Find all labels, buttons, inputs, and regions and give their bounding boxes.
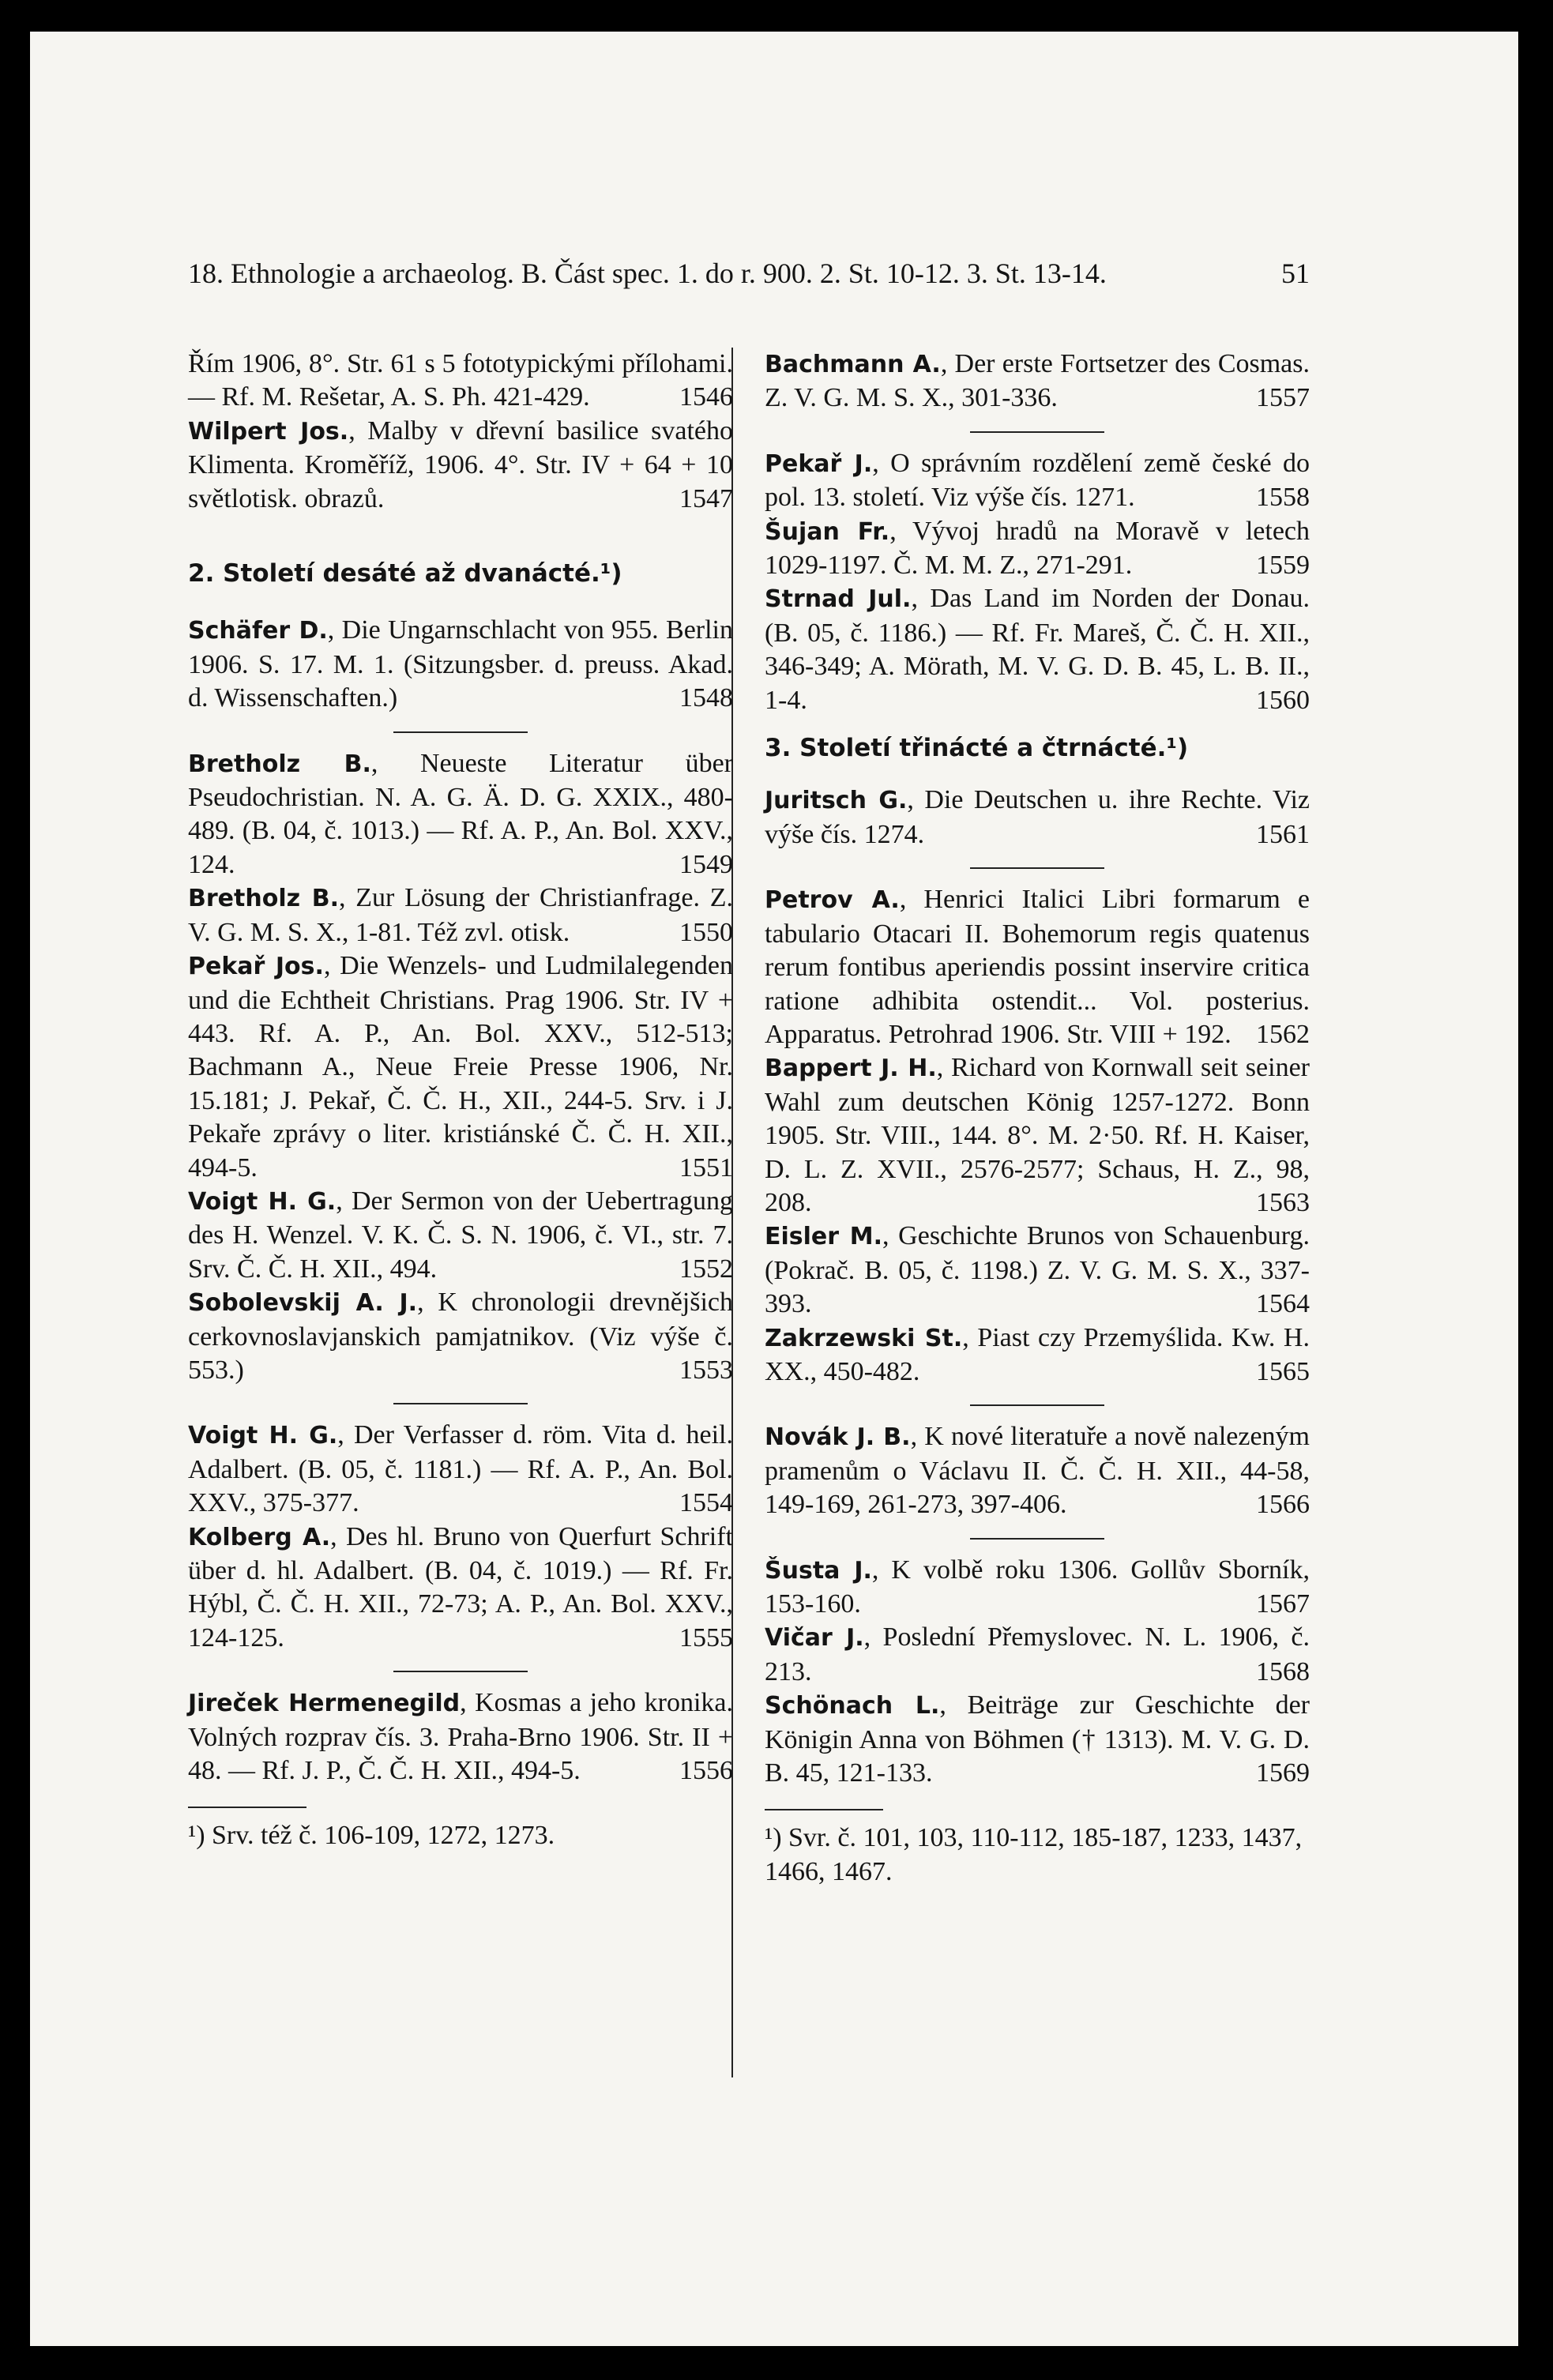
entry-1564 [765,1220,1310,1321]
entry-1549 [188,747,733,882]
entry-number: 1562 [1256,1019,1310,1049]
entry-text: , Zur Lösung der Christianfrage. Z. V. G. M. S. X., 1-81. Též zvl. otisk. [188,883,733,947]
entry-1566 [765,1420,1310,1521]
entry-text: , Piast czy Przemyślida. Kw. H. XX., 450-482. [765,1322,1310,1386]
entry-number: 1557 [1256,383,1310,413]
entry-author: Eisler M. [765,1223,882,1251]
entry-text: , K volbě roku 1306. Gollův Sborník, 153-160. [765,1555,1310,1619]
footnote: ¹) Svr. č. 101, 103, 110-112, 185-187, 1233, 1437, 1466, 1467. [765,1823,1303,1886]
entry-text: , Henrici Italici Libri formarum e tabulario Otacari II. Bohemorum regis quatenus rerum fontibus aperiendis possint inservire critica ratione adhibita ostendit... Vol. posterius. Apparatus. Petrohrad 1906. Str. VIII + 192. [765,885,1310,1049]
entry-text: , Malby v dřevní basilice svatého Klimenta. Kroměříž, 1906. 4°. Str. IV + 64 + 10 světlotisk. obrazů. [188,415,733,513]
section-heading-2: 2. Století desáté až dvanácté.¹) [188,559,622,588]
separator-rule [393,731,528,733]
separator-rule [970,431,1104,433]
entry-author: Jireček Hermenegild [188,1690,461,1718]
entry-text: , Die Ungarnschlacht von 955. Berlin 1906. S. 17. M. 1. (Sitzungsber. d. preuss. Akad. d. Wissenschaften.) [188,615,734,713]
entry-text: , Der Verfasser d. röm. Vita d. heil. Adalbert. (B. 05, č. 1181.) — Rf. A. P., An. Bol. XXV., 375-377. [188,1420,733,1518]
entry-text: Řím 1906, 8°. Str. 61 s 5 fototypickými přílohami. — Rf. M. Rešetar, A. S. Ph. 421-429. [188,349,733,412]
entry-1551 [188,949,733,1185]
entry-1568 [765,1621,1310,1689]
entry-1557 [765,348,1310,415]
footnote-rule [765,1809,883,1810]
book-page [30,32,1518,2346]
entry-text: , K nové literatuře a nově nalezeným pramenům o Václavu II. Č. Č. H. XII., 44-58, 149-169, 261-273, 397-406. [765,1422,1310,1520]
entry-author: Pekař Jos. [188,953,324,981]
entry-number: 1560 [1256,685,1310,715]
entry-text: , Poslední Přemyslovec. N. L. 1906, č. 213. [765,1622,1310,1686]
entry-1546 [188,348,733,415]
entry-number: 1559 [1256,551,1310,581]
entry-text: , Die Deutschen u. ihre Rechte. Viz výše čís. 1274. [765,785,1310,849]
separator-rule [970,1404,1104,1406]
entry-1548 [188,614,733,715]
entry-number: 1561 [1256,819,1310,849]
section-heading-3: 3. Století třinácté a čtrnácté.¹) [765,734,1189,763]
entry-1553 [188,1286,733,1387]
entry-number: 1558 [1256,483,1310,513]
entry-author: Voigt H. G. [188,1422,338,1450]
entry-author: Wilpert Jos. [188,417,349,446]
entry-number: 1548 [679,683,733,713]
entry-author: Schäfer D. [188,617,328,645]
entry-author: Bretholz B. [188,750,371,778]
entry-author: Strnad Jul. [765,585,912,614]
entry-1562 [765,883,1310,1051]
entry-number: 1546 [679,382,733,412]
left-column [188,348,733,1853]
entry-text: , Beiträge zur Geschichte der Königin Anna von Böhmen († 1313). M. V. G. D. B. 45, 121-133. [765,1690,1310,1788]
entry-1555 [188,1521,733,1656]
entry-author: Pekař J. [765,449,873,478]
entry-1547 [188,415,733,516]
entry-number: 1564 [1256,1289,1310,1319]
entry-author: Šusta J. [765,1556,872,1585]
entry-number: 1555 [679,1622,733,1652]
entry-1552 [188,1185,733,1286]
footnote: ¹) Srv. též č. 106-109, 1272, 1273. [188,1821,555,1851]
running-header [188,257,1310,290]
entry-number: 1569 [1256,1758,1310,1788]
entry-1556 [188,1686,733,1788]
entry-number: 1556 [679,1756,733,1786]
entry-text: , Des hl. Bruno von Querfurt Schrift über d. hl. Adalbert. (B. 04, č. 1019.) — Rf. Fr. Hýbl, Č. Č. H. XII., 72-73; A. P., An. Bol. XXV., 124-125. [188,1521,734,1652]
entry-author: Schönach L. [765,1692,940,1720]
entry-number: 1566 [1256,1490,1310,1520]
entry-text: , Vývoj hradů na Moravě v letech 1029-1197. Č. M. M. Z., 271-291. [765,516,1310,581]
entry-author: Petrov A. [765,886,900,915]
entry-number: 1549 [679,849,733,879]
entry-text: , Geschichte Brunos von Schauenburg. (Pokrač. B. 05, č. 1198.) Z. V. G. M. S. X., 337-393. [765,1221,1310,1319]
separator-rule [970,867,1104,869]
entry-text: , Der erste Fortsetzer des Cosmas. Z. V. G. M. S. X., 301-336. [765,349,1310,413]
entry-author: Bachmann A. [765,351,941,378]
entry-text: , O správním rozdělení země české do pol. 13. století. Viz výše čís. 1271. [765,448,1310,513]
entry-number: 1554 [679,1488,733,1518]
entry-number: 1553 [679,1355,733,1385]
entry-number: 1552 [679,1254,733,1284]
entry-author: Novák J. B. [765,1423,911,1452]
entry-number: 1565 [1256,1356,1310,1386]
separator-rule [393,1671,528,1672]
entry-1560 [765,582,1310,717]
running-title: 18. Ethnologie a archaeolog. B. Část spec. 1. do r. 900. 2. St. 10-12. 3. St. 13-14. [188,258,1107,289]
entry-author: Vičar J. [765,1624,864,1652]
entry-author: Kolberg A. [188,1523,331,1551]
entry-number: 1550 [679,917,733,947]
entry-1558 [765,447,1310,515]
entry-author: Šujan Fr. [765,517,890,546]
entry-1569 [765,1689,1310,1790]
entry-1565 [765,1322,1310,1389]
footnote-rule [188,1807,306,1808]
page-number: 51 [1281,258,1310,289]
entry-author: Zakrzewski St. [765,1324,963,1352]
separator-rule [970,1538,1104,1540]
entry-text: , K chronologii drevnějšich cerkovnoslavjanskich pamjatnikov. (Viz výše č. 553.) [188,1288,733,1385]
entry-author: Bretholz B. [188,885,340,913]
entry-1561 [765,784,1310,852]
entry-author: Bappert J. H. [765,1055,937,1083]
entry-text: , Neueste Literatur über Pseudochristian. N. A. G. Ä. D. G. XXIX., 480-489. (B. 04, č. 1013.) — Rf. A. P., An. Bol. XXV., 124. [188,748,733,879]
entry-1550 [188,882,733,949]
entry-number: 1547 [679,483,733,513]
entry-1559 [765,515,1310,583]
entry-number: 1567 [1256,1589,1310,1619]
right-column [765,348,1310,1889]
entry-text: , Kosmas a jeho kronika. Volných rozprav čís. 3. Praha-Brno 1906. Str. II + 48. — Rf. J. P., Č. Č. H. XII., 494-5. [188,1688,733,1786]
entry-author: Voigt H. G. [188,1187,337,1216]
entry-author: Juritsch G. [765,787,908,815]
entry-number: 1563 [1256,1187,1310,1217]
entry-text: , Der Sermon von der Uebertragung des H. Wenzel. V. K. Č. S. N. 1906, č. VI., str. 7. Srv. Č. Č. H. XII., 494. [188,1186,733,1284]
entry-number: 1568 [1256,1656,1310,1686]
entry-1567 [765,1554,1310,1622]
entry-1563 [765,1051,1310,1220]
entry-text: , Richard von Kornwall seit seiner Wahl zum deutschen König 1257-1272. Bonn 1905. Str. VIII., 144. 8°. M. 2·50. Rf. H. Kaiser, D. L. Z. XVII., 2576-2577; Schaus, H. Z., 98, 208. [765,1053,1310,1217]
entry-text: , Die Wenzels- und Ludmilalegenden und die Echtheit Christians. Prag 1906. Str. IV + 443. Rf. A. P., An. Bol. XXV., 512-513; Bachmann A., Neue Freie Presse 1906, Nr. 15.181; J. Pekař, Č. Č. H., XII., 244-5. Srv. i J. Pekaře zprávy o liter. kristiánské Č. Č. H. XII., 494-5. [188,951,733,1182]
entry-1554 [188,1419,733,1520]
entry-text: , Das Land im Norden der Donau. (B. 05, č. 1186.) — Rf. Fr. Mareš, Č. Č. H. XII., 346-349; A. Mörath, M. V. G. D. B. 45, L. B. II., 1-4. [765,584,1310,715]
entry-author: Sobolevskij A. J. [188,1289,418,1318]
entry-number: 1551 [679,1152,733,1182]
separator-rule [393,1403,528,1404]
